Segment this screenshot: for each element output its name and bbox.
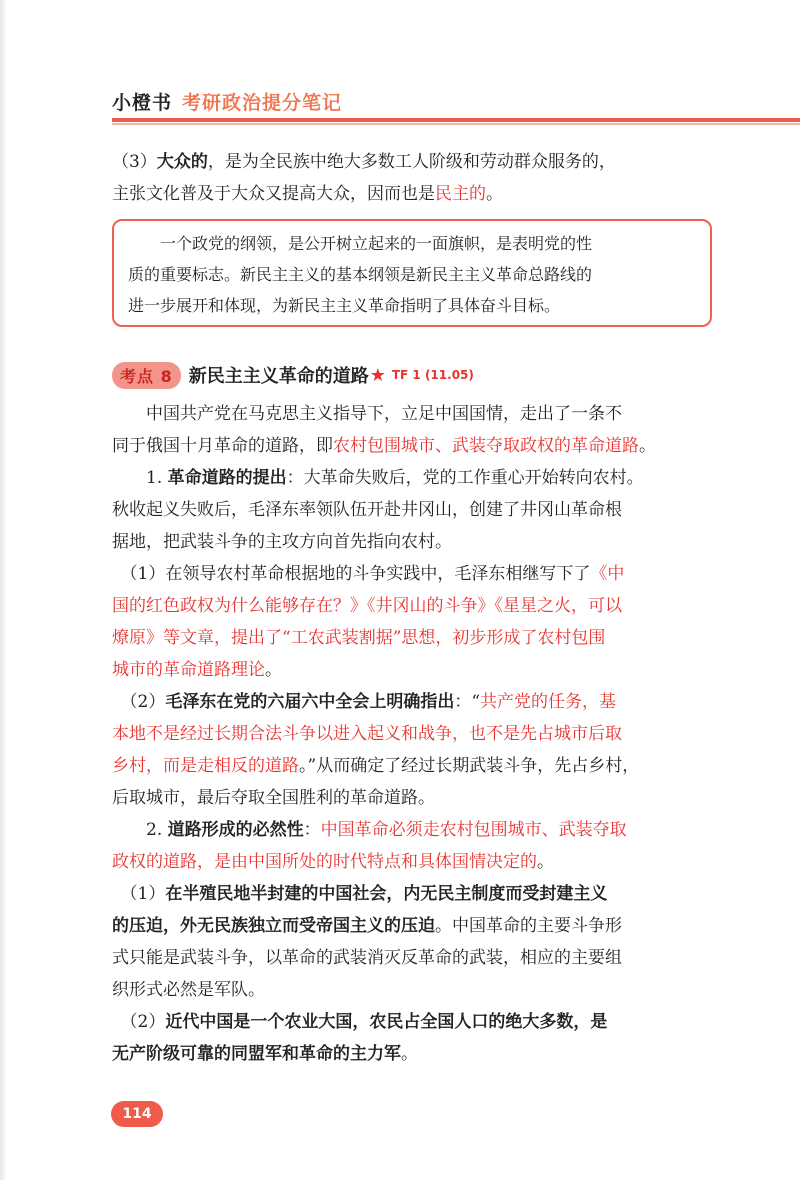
section-badge: 考点 8 — [112, 362, 181, 389]
p5-line1-red: 中国革命必须走农村包围城市、武装夺取 — [320, 820, 627, 840]
p1-line2-end: 。 — [639, 436, 656, 456]
intro-line2-text: 主张文化普及于大众又提高大众，因而也是 — [112, 184, 435, 204]
p2-line-2: 秋收起义失败后，毛泽东率领队伍开赴井冈山，创建了井冈山革命根 — [112, 500, 622, 520]
note-line-1: 一个政党的纲领，是公开树立起来的一面旗帜，是表明党的性 — [128, 234, 593, 253]
p4-line1-red: 共产党的任务，基 — [480, 692, 617, 712]
p5-line2-end: 。 — [537, 852, 554, 872]
p7-line-1 — [112, 1006, 716, 1038]
p6-line-1 — [112, 878, 716, 910]
intro-rest: ，是为全民族中绝大多数工人阶级和劳动群众服务的， — [207, 152, 616, 172]
p5-colon: ： — [303, 820, 321, 840]
p3-line4-end: 。 — [265, 660, 282, 680]
p4-line-4: 后取城市，最后夺取全国胜利的革命道路。 — [112, 788, 435, 808]
p6-prefix: （1） — [112, 884, 166, 904]
p2-rest: ：大革命失败后，党的工作重心开始转向农村。 — [286, 468, 644, 488]
header-rule-light — [112, 123, 800, 125]
p6-line2-bold: 的压迫，外无民族独立而受帝国主义的压迫 — [112, 916, 435, 936]
intro-bold: 大众的 — [156, 152, 208, 172]
p2-bold: 革命道路的提出 — [167, 468, 287, 488]
p5-num: 2. — [112, 820, 168, 840]
intro-prefix: （3） — [112, 152, 157, 172]
p1-line2-text: 同于俄国十月革命的道路，即 — [112, 436, 333, 456]
p4-bold: 毛泽东在党的六届六中全会上明确指出 — [165, 692, 455, 712]
p4-colon: ：“ — [454, 692, 481, 712]
p6-line2-rest: 。中国革命的主要斗争形 — [435, 916, 622, 936]
p6-line-4: 织形式必然是军队。 — [112, 980, 265, 1000]
p3-line-1 — [112, 558, 716, 590]
p4-line-2: 本地不是经过长期合法斗争以进入起义和战争，也不是先占城市后取 — [112, 724, 622, 744]
page-header — [112, 86, 342, 116]
p3-line4-red: 城市的革命道路理论 — [112, 660, 265, 680]
p3-line1-text: （1）在领导农村革命根据地的斗争实践中，毛泽东相继写下了 — [112, 564, 591, 584]
main-body — [112, 398, 716, 1070]
note-text — [128, 228, 708, 321]
p3-line-2: 国的红色政权为什么能够存在？》《井冈山的斗争》《星星之火，可以 — [112, 596, 622, 616]
p7-line2-end: 。 — [401, 1044, 418, 1064]
intro-line2-red: 民主的 — [435, 184, 486, 204]
intro-line-1 — [112, 146, 716, 178]
p6-line-2 — [112, 910, 716, 942]
p5-bold: 道路形成的必然性 — [167, 820, 304, 840]
p1-line2-red: 农村包围城市、武装夺取政权的革命道路 — [333, 436, 639, 456]
intro-line2-end: 。 — [486, 184, 503, 204]
p7-line-2 — [112, 1038, 716, 1070]
p3-line1-red: 《中 — [590, 564, 625, 584]
p4-line3-red: 乡村，而是走相反的道路 — [112, 756, 299, 776]
p4-prefix: （2） — [112, 692, 166, 712]
p1-line-2 — [112, 430, 716, 462]
p6-line-3: 式只能是武装斗争，以革命的武装消灭反革命的武装，相应的主要组 — [112, 948, 622, 968]
p4-line-3 — [112, 750, 716, 782]
section-title: 新民主主义革命的道路 — [188, 366, 369, 387]
p5-line-1 — [112, 814, 716, 846]
note-line-2: 质的重要标志。新民主主义的基本纲领是新民主主义革命总路线的 — [128, 265, 593, 284]
header-brand: 小橙书 — [112, 91, 173, 114]
p1-line-1: 中国共产党在马克思主义指导下，立足中国国情，走出了一条不 — [112, 404, 622, 424]
p4-line3-rest: 。”从而确定了经过长期武装斗争，先占乡村， — [299, 756, 640, 776]
p7-prefix: （2） — [112, 1012, 166, 1032]
page-binding-shadow — [0, 0, 7, 1180]
p2-num: 1. — [112, 468, 168, 488]
section-heading — [112, 361, 474, 389]
p3-line-3: 燎原》等文章，提出了“工农武装割据”思想，初步形成了农村包围 — [112, 628, 606, 648]
p2-line-3: 据地，把武装斗争的主攻方向首先指向农村。 — [112, 532, 452, 552]
p6-bold: 在半殖民地半封建的中国社会，内无民主制度而受封建主义 — [165, 884, 608, 904]
star-icon: ★ — [369, 364, 386, 386]
header-subtitle: 考研政治提分笔记 — [182, 91, 343, 114]
p7-bold: 近代中国是一个农业大国，农民占全国人口的绝大多数，是 — [165, 1012, 608, 1032]
p3-line-4 — [112, 654, 716, 686]
intro-paragraph — [112, 146, 716, 210]
p7-line2-bold: 无产阶级可靠的同盟军和革命的主力军 — [112, 1044, 401, 1064]
p2-line-1 — [112, 462, 716, 494]
p5-line2-red: 政权的道路，是由中国所处的时代特点和具体国情决定的 — [112, 852, 537, 872]
intro-line-2 — [112, 178, 716, 210]
note-line-3: 进一步展开和体现，为新民主主义革命指明了具体奋斗目标。 — [128, 296, 561, 315]
section-tf-tag: TF 1 (11.05) — [391, 368, 474, 382]
header-rule — [112, 118, 800, 122]
page-number: 114 — [111, 1101, 163, 1127]
p4-line-1 — [112, 686, 716, 718]
p5-line-2 — [112, 846, 716, 878]
